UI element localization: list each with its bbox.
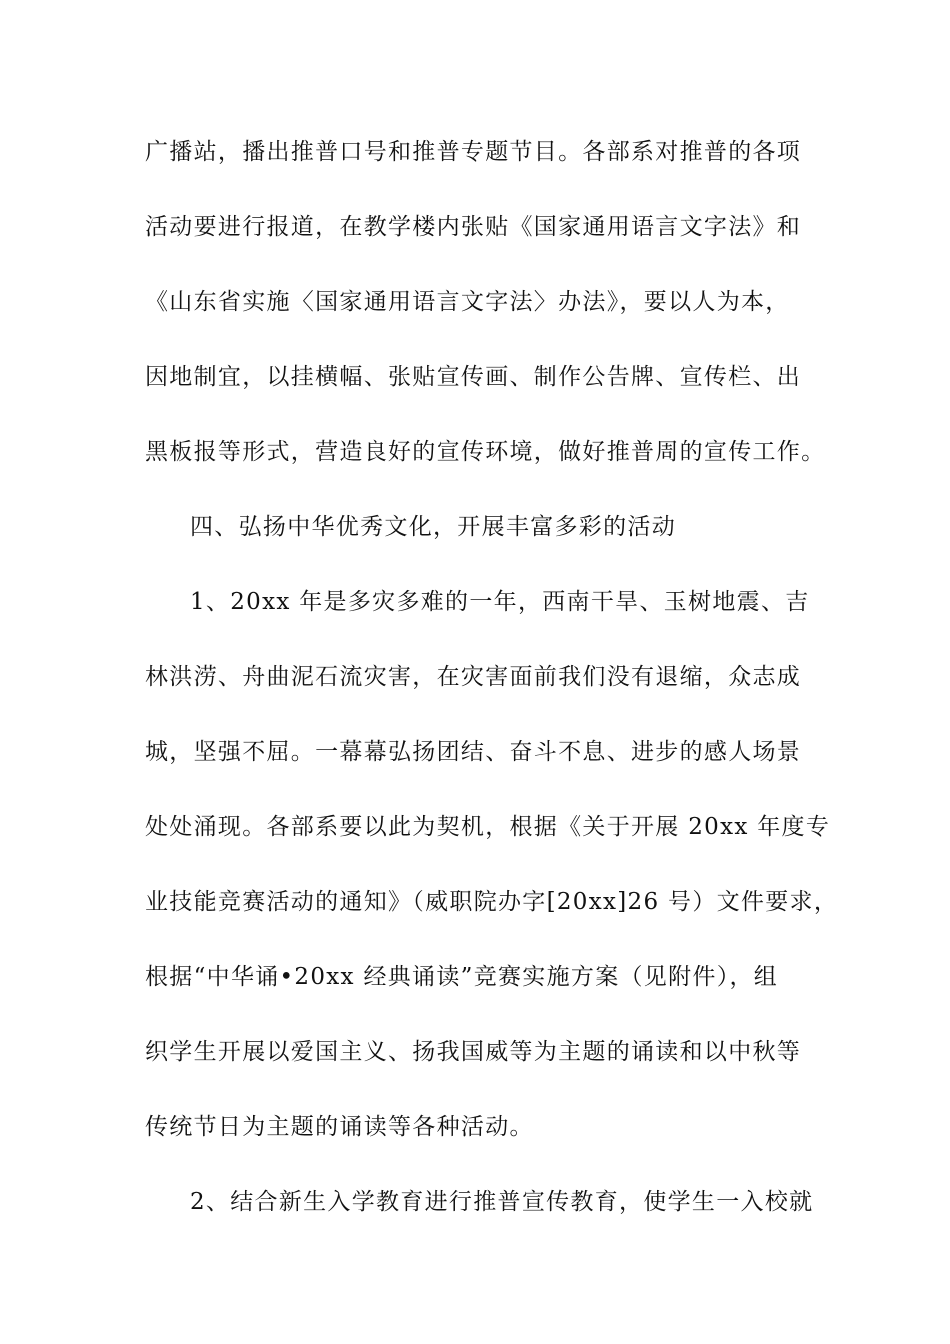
paragraph-line: 城，坚强不屈。一幕幕弘扬团结、奋斗不息、进步的感人场景 xyxy=(145,739,802,765)
paragraph-line: 根据“中华诵•20xx 经典诵读”竞赛实施方案（见附件），组 xyxy=(145,964,779,990)
paragraph-line: 2、结合新生入学教育进行推普宣传教育，使学生一入校就 xyxy=(190,1189,814,1215)
paragraph-line: 业技能竞赛活动的通知》（威职院办字[20xx]26 号）文件要求， xyxy=(145,889,839,915)
paragraph-line: 林洪涝、舟曲泥石流灾害，在灾害面前我们没有退缩，众志成 xyxy=(145,664,802,690)
paragraph-line: 传统节日为主题的诵读等各种活动。 xyxy=(145,1114,534,1140)
paragraph-line: 因地制宜，以挂横幅、张贴宣传画、制作公告牌、宣传栏、出 xyxy=(145,364,802,390)
paragraph-line: 1、20xx 年是多灾多难的一年，西南干旱、玉树地震、吉 xyxy=(190,589,810,615)
paragraph-line: 织学生开展以爱国主义、扬我国威等为主题的诵读和以中秋等 xyxy=(145,1039,802,1065)
paragraph-line: 黑板报等形式，营造良好的宣传环境，做好推普周的宣传工作。 xyxy=(145,439,826,465)
section-heading: 四、弘扬中华优秀文化，开展丰富多彩的活动 xyxy=(190,514,676,540)
paragraph-line: 广播站，播出推普口号和推普专题节目。各部系对推普的各项 xyxy=(145,139,802,165)
paragraph-line: 《山东省实施〈国家通用语言文字法〉办法》，要以人为本， xyxy=(145,289,790,315)
paragraph-line: 处处涌现。各部系要以此为契机，根据《关于开展 20xx 年度专 xyxy=(145,814,831,840)
paragraph-line: 活动要进行报道，在教学楼内张贴《国家通用语言文字法》和 xyxy=(145,214,802,240)
